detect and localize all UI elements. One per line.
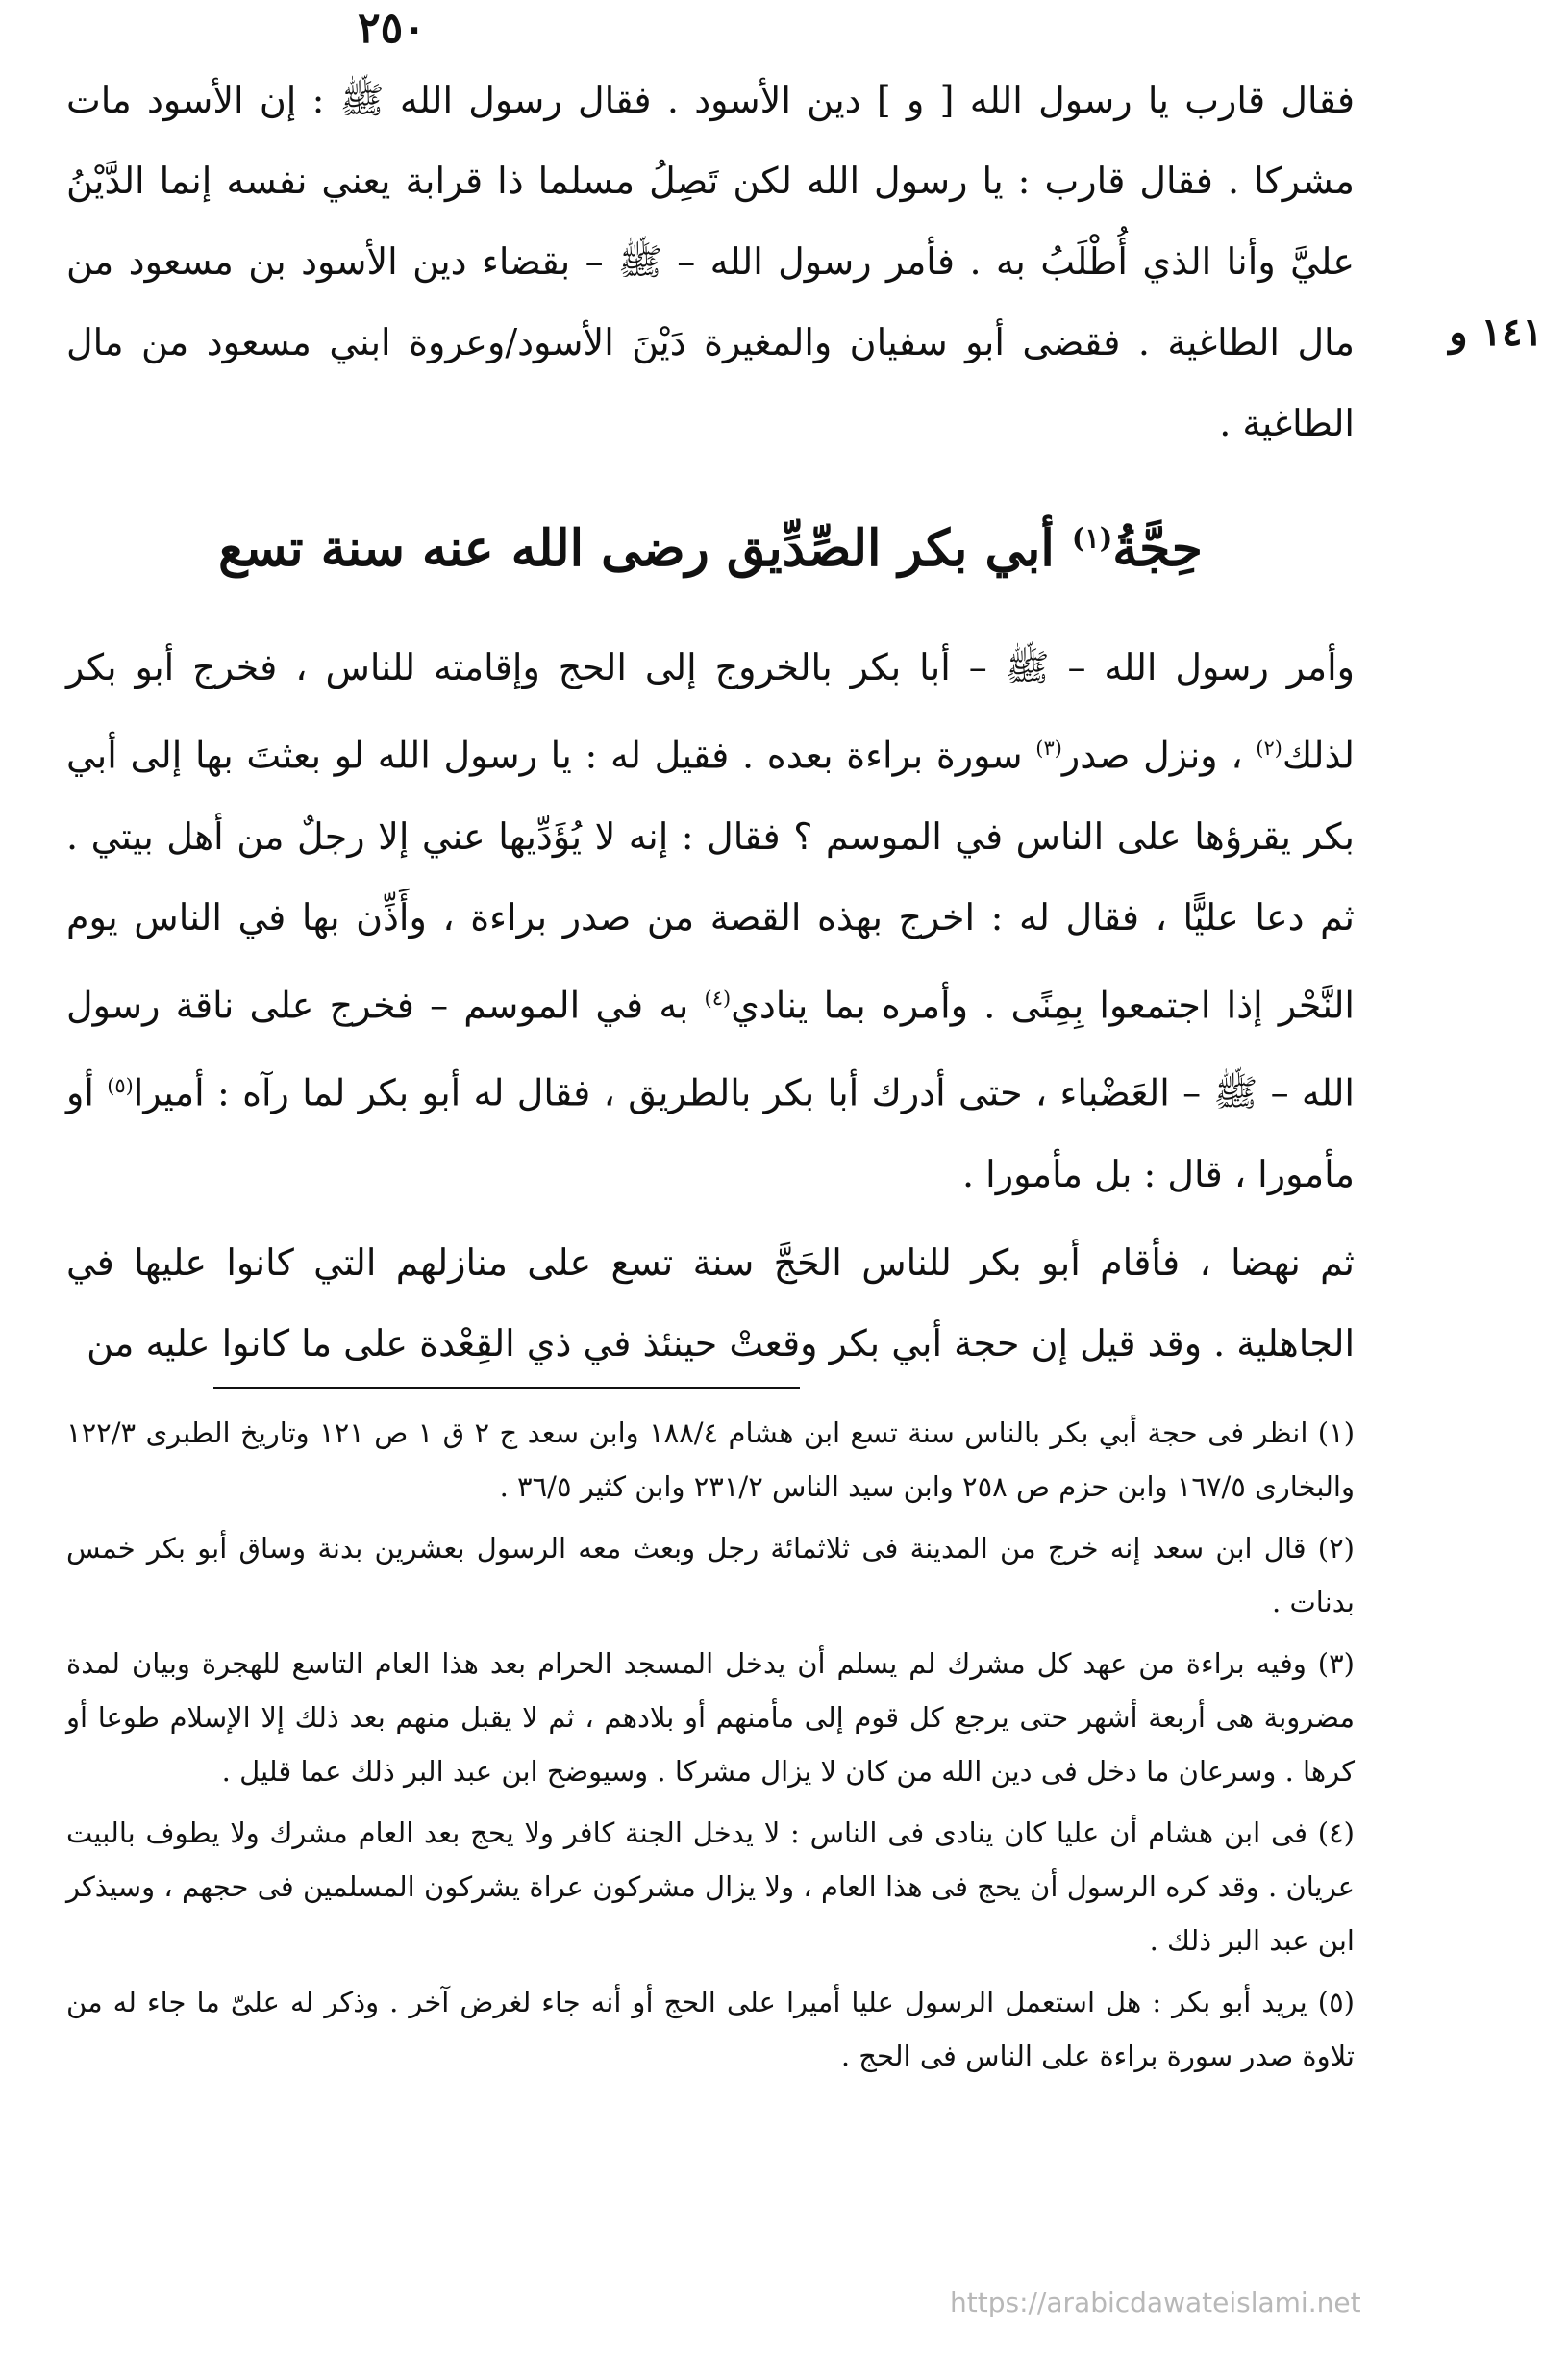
- body-paragraph-2: ثم نهضا ، فأقام أبو بكر للناس الحَجَّ سنة تسع على منازلهم التي كانوا عليها في الجاهلية . وقد قيل إن حجة أبي بكر وقعتْ حينئذ في ذي القِعْدة على ما كانوا عليه من: [66, 1240, 1355, 1365]
- body-text: سورة براءة بعده . فقيل له : يا رسول الله لو بعثتَ بها إلى أبي بكر يقرؤها على الناس في الموسم ؟ فقال : إنه لا يُؤَدِّيها عني إلا رجلٌ من أهل بيتي . ثم دعا عليًّا ، فقال له : اخرج بهذه القصة من صدر براءة ، وأَذِّن بها في الناس يوم النَّحْر إذا اجتمعوا بِمِنًى . وأمره بما ينادي: [66, 734, 1355, 1027]
- heading-part-2: أبي بكر الصِّدِّيق رضى الله عنه سنة تسع: [218, 519, 1072, 578]
- intro-paragraph: فقال قارب يا رسول الله [ و ] دين الأسود . فقال رسول الله ﷺ : إن الأسود مات مشركا . فقال قارب : يا رسول الله لكن تَصِلُ مسلما ذا قرابة يعني نفسه إنما الدَّيْنُ عليَّ وأنا الذي أُطْلَبُ به . فأمر رسول الله – ﷺ – بقضاء دين الأسود بن مسعود من مال الطاغية . فقضى أبو سفيان والمغيرة دَيْنَ الأسود/وعروة ابني مسعود من مال الطاغية .: [66, 79, 1355, 444]
- footnote-1: (١) انظر فى حجة أبي بكر بالناس سنة تسع ابن هشام ١٨٨/٤ وابن سعد ج ٢ ق ١ ص ١٢١ وتاريخ الطبرى ١٢٢/٣ والبخارى ١٦٧/٥ وابن حزم ص ٢٥٨ وابن سيد الناس ٢٣١/٢ وابن كثير ٣٦/٥ .: [66, 1416, 1356, 1503]
- footnote-5: (٥) يريد أبو بكر : هل استعمل الرسول عليا أميرا على الحج أو أنه جاء لغرض آخر . وذكر له علىّ ما جاء له من تلاوة صدر سورة براءة على الناس فى الحج .: [66, 1986, 1355, 2072]
- margin-folio-reference: ١٤١ و: [1449, 310, 1543, 355]
- body-paragraph-1: [66, 627, 1355, 1215]
- footnote-marker-4: (٤): [704, 986, 732, 1010]
- heading-part-1: حِجَّةُ: [1112, 519, 1203, 578]
- body-text: به في الموسم – فخرج على ناقة رسول الله – ﷺ – العَضْباء ، حتى أدرك أبا بكر بالطريق ، فقال له أبو بكر لما رآه : أميرا: [66, 984, 1355, 1114]
- footnote-separator: [213, 1387, 800, 1389]
- body-text: ، ونزل صدر: [1061, 734, 1257, 777]
- footnote-4: (٤) فى ابن هشام أن عليا كان ينادى فى الناس : لا يدخل الجنة كافر ولا يحج بعد العام مشرك ولا يطوف بالبيت عريان . وقد كره الرسول أن يحج فى هذا العام ، ولا يزال مشركون عراة يشركون المسلمين فى حجهم ، وسيذكر ابن عبد البر ذلك .: [66, 1816, 1355, 1957]
- section-heading: [66, 519, 1355, 578]
- watermark-url: https://arabicdawateislami.net: [950, 2287, 1361, 2318]
- body-text: وأمر رسول الله – ﷺ – أبا بكر بالخروج إلى الحج وإقامته للناس ، فخرج أبو بكر لذلك: [66, 646, 1355, 777]
- body-text: أو مأمورا ، قال : بل مأمورا .: [66, 1071, 1355, 1195]
- footnotes: [66, 1406, 1355, 2091]
- page-number: ٢٥٠: [358, 4, 426, 53]
- main-body: [66, 627, 1355, 1384]
- footnote-marker-2: (٢): [1256, 737, 1282, 760]
- footnote-2: (٢) قال ابن سعد إنه خرج من المدينة فى ثلاثمائة رجل وبعث معه الرسول بعشرين بدنة وساق أبو بكر خمس بدنات .: [66, 1532, 1355, 1618]
- heading-footnote-marker: (١): [1071, 521, 1113, 555]
- footnote-marker-3: (٣): [1035, 737, 1062, 760]
- footnote-3: (٣) وفيه براءة من عهد كل مشرك لم يسلم أن يدخل المسجد الحرام بعد هذا العام التاسع للهجرة وبيان لمدة مضروبة هى أربعة أشهر حتى يرجع كل قوم إلى مأمنهم أو بلادهم ، ثم لا يقبل منهم بعد ذلك إلا الإسلام طوعا أو كرها . وسرعان ما دخل فى دين الله من كان لا يزال مشركا . وسيوضح ابن عبد البر ذلك عما قليل .: [66, 1647, 1355, 1788]
- footnote-marker-5: (٥): [107, 1074, 134, 1098]
